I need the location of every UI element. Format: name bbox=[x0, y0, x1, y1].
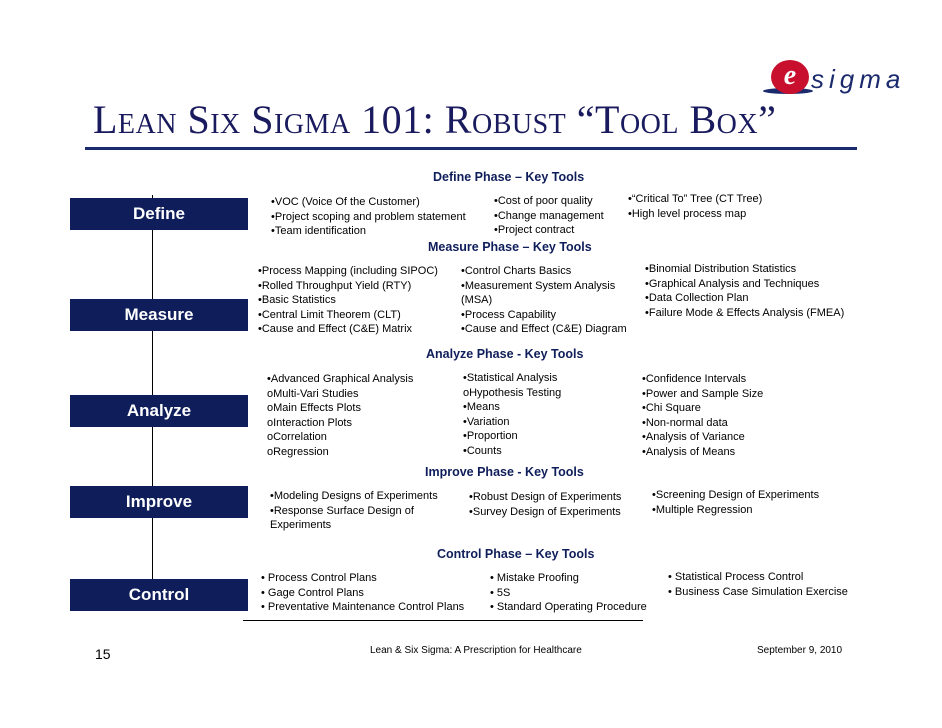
list-item: •Cost of poor quality bbox=[494, 195, 593, 207]
list-item: •“Critical To” Tree (CT Tree) bbox=[628, 193, 763, 205]
list-item: •Power and Sample Size bbox=[642, 387, 764, 400]
list-item: •Advanced Graphical Analysis bbox=[267, 373, 414, 385]
improve-phase-title: Improve Phase - Key Tools bbox=[425, 465, 584, 479]
list-item: •Cause and Effect (C&E) Matrix bbox=[258, 323, 413, 335]
footer-title: Lean & Six Sigma: A Prescription for Healthcare bbox=[370, 645, 582, 656]
improve-col1 bbox=[270, 489, 438, 533]
list-item: •Confidence Intervals bbox=[642, 373, 747, 385]
control-phase-title: Control Phase – Key Tools bbox=[437, 547, 595, 561]
list-item: •Basic Statistics bbox=[258, 294, 336, 306]
list-item: •Project contract bbox=[494, 224, 575, 236]
control-col3 bbox=[668, 570, 848, 599]
list-item: • Business Case Simulation Exercise bbox=[668, 585, 848, 598]
list-item: oMain Effects Plots bbox=[267, 402, 361, 414]
list-item: •Robust Design of Experiments bbox=[469, 491, 622, 503]
phase-box-define: Define bbox=[70, 198, 248, 230]
list-item: •Process Capability bbox=[461, 308, 556, 321]
phase-box-control: Control bbox=[70, 579, 248, 611]
list-item: •Control Charts Basics bbox=[461, 265, 572, 277]
list-item: (MSA) bbox=[461, 294, 493, 306]
list-item: •Central Limit Theorem (CLT) bbox=[258, 308, 401, 321]
list-item: • Standard Operating Procedure bbox=[490, 601, 647, 613]
list-item: •Failure Mode & Effects Analysis (FMEA) bbox=[645, 306, 845, 319]
list-item: oInteraction Plots bbox=[267, 416, 352, 429]
phase-box-improve: Improve bbox=[70, 486, 248, 518]
list-item: • 5S bbox=[490, 586, 511, 599]
define-col1 bbox=[271, 195, 466, 239]
list-item: •Counts bbox=[463, 444, 502, 457]
list-item: •Screening Design of Experiments bbox=[652, 489, 820, 501]
improve-col3 bbox=[652, 488, 819, 517]
define-col3 bbox=[628, 192, 762, 221]
list-item: •Team identification bbox=[271, 225, 366, 237]
measure-col3 bbox=[645, 262, 844, 320]
list-item: •Binomial Distribution Statistics bbox=[645, 263, 797, 275]
list-item: •Analysis of Variance bbox=[642, 431, 745, 443]
esigma-logo bbox=[763, 58, 906, 98]
logo-e-mark: e bbox=[771, 60, 809, 94]
list-item: oHypothesis Testing bbox=[463, 386, 562, 399]
list-item: • Gage Control Plans bbox=[261, 586, 364, 599]
page-number: 15 bbox=[95, 646, 111, 662]
measure-col1 bbox=[258, 264, 438, 337]
list-item: •High level process map bbox=[628, 207, 747, 220]
control-divider bbox=[243, 620, 643, 621]
list-item: •Analysis of Means bbox=[642, 445, 736, 458]
list-item: oRegression bbox=[267, 445, 329, 458]
analyze-col2 bbox=[463, 371, 561, 458]
list-item: •Proportion bbox=[463, 430, 518, 442]
list-item: •Chi Square bbox=[642, 402, 701, 414]
list-item: •Response Surface Design of bbox=[270, 504, 414, 517]
list-item: •Non-normal data bbox=[642, 416, 728, 429]
slide-title: Lean Six Sigma 101: Robust “Tool Box” bbox=[93, 97, 777, 142]
list-item: • Mistake Proofing bbox=[490, 572, 579, 584]
list-item: •Project scoping and problem statement bbox=[271, 210, 466, 223]
list-item: •Survey Design of Experiments bbox=[469, 505, 621, 518]
list-item: •Measurement System Analysis bbox=[461, 279, 616, 292]
phase-box-measure: Measure bbox=[70, 299, 248, 331]
list-item: • Statistical Process Control bbox=[668, 571, 804, 583]
analyze-col1 bbox=[267, 372, 413, 459]
list-item: •Cause and Effect (C&E) Diagram bbox=[461, 323, 627, 335]
improve-col2 bbox=[469, 490, 621, 519]
control-col2 bbox=[490, 571, 647, 615]
measure-col2 bbox=[461, 264, 627, 337]
measure-phase-title: Measure Phase – Key Tools bbox=[428, 240, 592, 254]
list-item: • Process Control Plans bbox=[261, 572, 377, 584]
define-phase-title: Define Phase – Key Tools bbox=[433, 170, 585, 184]
list-item: •Means bbox=[463, 401, 500, 413]
list-item: •Graphical Analysis and Techniques bbox=[645, 277, 820, 290]
title-underline bbox=[85, 147, 857, 150]
logo-wordmark: sigma bbox=[811, 64, 906, 94]
list-item: •Change management bbox=[494, 209, 604, 222]
list-item: •Rolled Throughput Yield (RTY) bbox=[258, 279, 412, 292]
list-item: •VOC (Voice Of the Customer) bbox=[271, 196, 420, 208]
analyze-phase-title: Analyze Phase - Key Tools bbox=[426, 347, 584, 361]
list-item: •Multiple Regression bbox=[652, 503, 753, 516]
phase-box-analyze: Analyze bbox=[70, 395, 248, 427]
define-col2 bbox=[494, 194, 604, 238]
footer-date: September 9, 2010 bbox=[757, 645, 843, 656]
list-item: •Data Collection Plan bbox=[645, 292, 749, 304]
list-item: •Modeling Designs of Experiments bbox=[270, 490, 438, 502]
list-item: oCorrelation bbox=[267, 431, 327, 443]
list-item: Experiments bbox=[270, 519, 332, 531]
list-item: oMulti-Vari Studies bbox=[267, 387, 359, 400]
list-item: • Preventative Maintenance Control Plans bbox=[261, 601, 465, 613]
list-item: •Variation bbox=[463, 415, 510, 428]
list-item: •Statistical Analysis bbox=[463, 372, 558, 384]
list-item: •Process Mapping (including SIPOC) bbox=[258, 265, 438, 277]
control-col1 bbox=[261, 571, 464, 615]
analyze-col3 bbox=[642, 372, 763, 459]
